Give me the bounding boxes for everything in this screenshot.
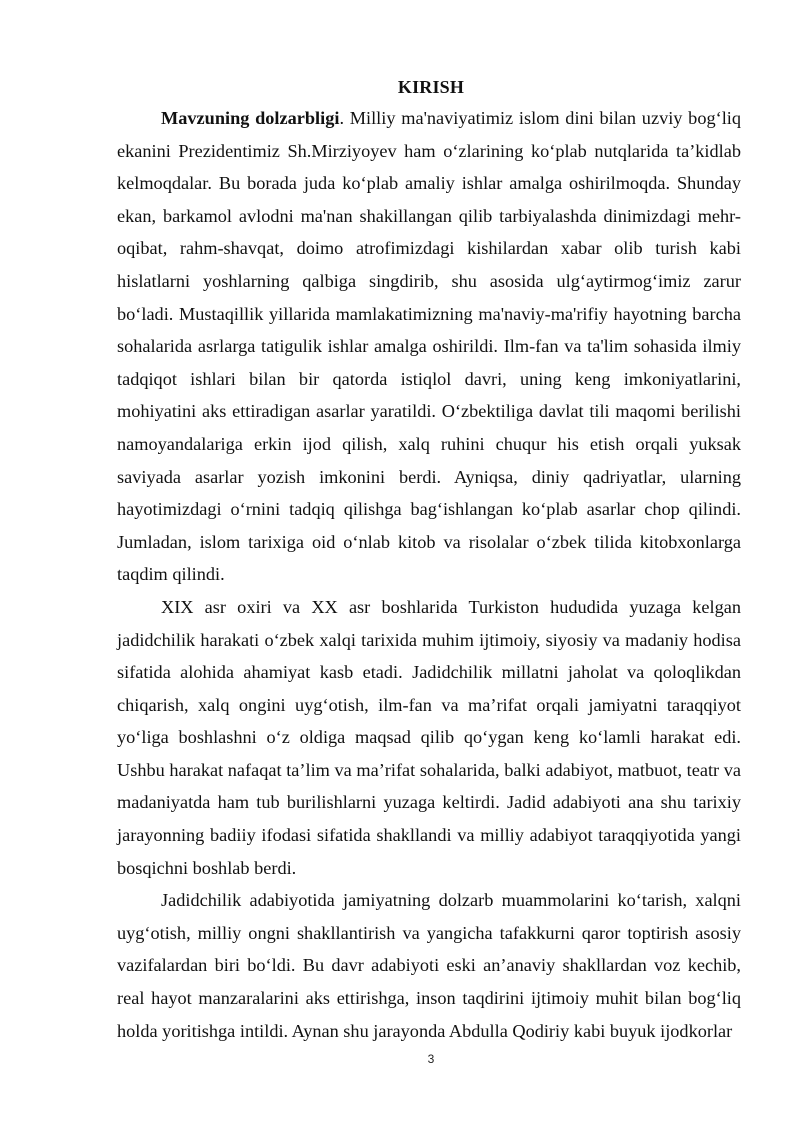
section-heading: KIRISH (397, 77, 465, 97)
paragraph-lead: Mavzuning dolzarbligi (161, 108, 340, 128)
paragraph-text: . Milliy ma'naviyatimiz islom dini bilan uzviy bog‘liq ekanini Prezidentimiz Sh.Mirziyoyev ham o‘zlarining ko‘plab nutqlarida ta’kidlab kelmoqdalar. Bu borada juda ko‘plab amaliy ishlar amalga oshirilmoqda. Shunday ekan, barkamol avlodni ma'nan shakillangan qilib tarbiyalashda dinimizdagi mehr-oqibat, rahm-shavqat, doimo atrofimizdagi kishilardan xabar olib turish kabi hislatlarni yoshlarning qalbiga singdirib, shu asosida ulg‘aytirmog‘imiz zarur bo‘ladi. Mustaqillik yillarida mamlakatimizning ma'naviy-ma'rifiy hayotning barcha sohalarida asrlarga tatigulik ishlar amalga oshirildi. Ilm-fan va ta'lim sohasida ilmiy tadqiqot ishlari bilan bir qatorda istiqlol davri, uning keng imkoniyatlarini, mohiyatini aks ettiradigan asarlar yaratildi. O‘zbektiliga davlat tili maqomi berilishi namoyandalariga erkin ijod qilish, xalq ruhini chuqur his etish orqali yuksak saviyada asarlar yozish imkonini berdi. Ayniqsa, diniy qadriyatlar, ularning hayotimizdagi o‘rnini tadqiq qilishga bag‘ishlangan ko‘plab asarlar chop qilindi. Jumladan, islom tarixiga oid o‘nlab kitob va risolalar o‘zbek tilida kitobxonlarga taqdim qilindi. (117, 108, 741, 585)
page-number: 3 (427, 1052, 435, 1066)
paragraph-jadid-literature: Jadidchilik adabiyotida jamiyatning dolzarb muammolarini ko‘tarish, xalqni uyg‘otish, milliy ongni shakllantirish va yangicha tafakkurni qaror toptirish asosiy vazifalardan biri bo‘ldi. Bu davr adabiyoti eski an’anaviy shakllardan voz kechib, real hayot manzaralarini aks ettirishga, inson taqdirini ijtimoiy muhit bilan bog‘liq holda yoritishga intildi. Aynan shu jarayonda Abdulla Qodiriy kabi buyuk ijodkorlar (117, 890, 741, 1041)
paragraph-jadidism: XIX asr oxiri va XX asr boshlarida Turkiston hududida yuzaga kelgan jadidchilik harakati o‘zbek xalqi tarixida muhim ijtimoiy, siyosiy va madaniy hodisa sifatida alohida ahamiyat kasb etadi. Jadidchilik millatni jaholat va qoloqlikdan chiqarish, xalq ongini uyg‘otish, ilm-fan va ma’rifat orqali jamiyatni taraqqiyot yo‘liga boshlashni o‘z oldiga maqsad qilib qo‘ygan keng ko‘lamli harakat edi. Ushbu harakat nafaqat ta’lim va ma’rifat sohalarida, balki adabiyot, matbuot, teatr va madaniyatda ham tub burilishlarni yuzaga keltirdi. Jadid adabiyoti ana shu tarixiy jarayonning badiiy ifodasi sifatida shakllandi va milliy adabiyot taraqqiyotida yangi bosqichni boshlab berdi. (117, 596, 741, 878)
paragraph-relevance (117, 102, 741, 591)
body-text (117, 102, 741, 1047)
